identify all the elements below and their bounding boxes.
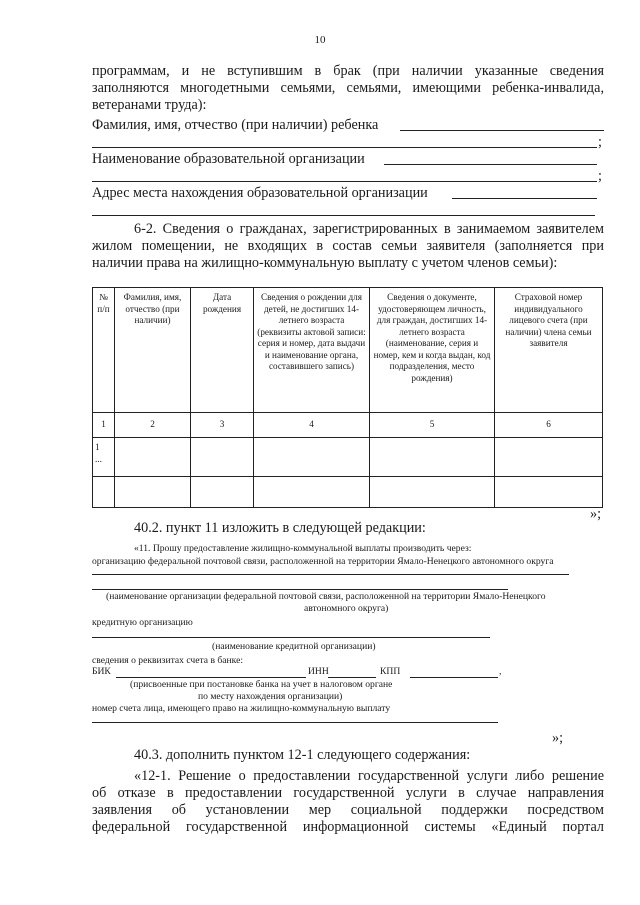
inn-label: ИНН — [308, 666, 329, 677]
row-1-cell[interactable] — [191, 438, 254, 477]
row-2-cell[interactable] — [370, 477, 495, 508]
col-number-6: 6 — [495, 413, 603, 438]
table-closing-quote: »; — [590, 506, 602, 522]
row-1-cell[interactable] — [495, 438, 603, 477]
org-name-line[interactable] — [384, 164, 597, 165]
p11-line-1: «11. Прошу предоставление жилищно-коммунальной выплаты производить через: — [134, 543, 472, 554]
credit-org-label: кредитную организацию — [92, 617, 193, 628]
col-number-2: 2 — [115, 413, 191, 438]
item-40-2: 40.2. пункт 11 изложить в следующей редакции: — [134, 520, 426, 536]
account-label: номер счета лица, имеющего право на жилищно-коммунальную выплату — [92, 703, 391, 714]
item-40-3: 40.3. дополнить пунктом 12-1 следующего содержания: — [134, 747, 471, 763]
org-address-line[interactable] — [452, 198, 597, 199]
header-number: № п/п — [93, 288, 115, 413]
members-table — [92, 287, 603, 508]
postal-org-line-2[interactable] — [92, 589, 508, 590]
row-1-cell[interactable] — [370, 438, 495, 477]
col-number-3: 3 — [191, 413, 254, 438]
hint-bank-1: (присвоенные при постановке банка на учет в налоговом органе — [130, 679, 393, 690]
intro-line-1: программам, и не вступившим в брак (при наличии указанные сведения — [92, 63, 604, 79]
kpp-label: КПП — [380, 666, 401, 677]
section-6-2-line-3: наличии права на жилищно-коммунальную выплату с учетом членов семьи): — [92, 255, 558, 271]
hint-bank-2: по месту нахождения организации) — [198, 691, 343, 702]
row-2-cell[interactable] — [93, 477, 115, 508]
header-snils: Страховой номер индивидуального лицевого счета (при наличии) члена семьи заявителя — [495, 288, 603, 413]
p12-1-line-1: «12-1. Решение о предоставлении государственной услуги либо решение — [134, 768, 604, 784]
bank-details-label: сведения о реквизитах счета в банке: — [92, 655, 244, 666]
p12-1-line-2: об отказе в предоставлении государственной услуги в случае направления — [92, 785, 604, 801]
kpp-field[interactable] — [410, 677, 498, 678]
hint-credit-org: (наименование кредитной организации) — [212, 641, 376, 652]
row-1-dots: ... — [95, 453, 102, 464]
credit-org-line[interactable] — [92, 637, 490, 638]
postal-org-line[interactable] — [92, 574, 569, 575]
p12-1-line-3: заявления об установлении мер социальной поддержки посредством — [92, 802, 604, 818]
semicolon-2: ; — [598, 168, 602, 184]
child-name-line[interactable] — [400, 130, 604, 131]
p12-1-line-4: федеральной государственной информационной системы «Единый портал — [92, 819, 604, 835]
child-name-line-2[interactable] — [92, 147, 597, 148]
section-6-2-line-2: жилом помещении, не входящих в состав семьи заявителя (заполняется при — [92, 238, 604, 254]
inn-field[interactable] — [328, 677, 376, 678]
account-line[interactable] — [92, 722, 498, 723]
row-1-number — [93, 438, 115, 477]
row-2-cell[interactable] — [191, 477, 254, 508]
comma: , — [499, 666, 502, 677]
header-id-document: Сведения о документе, удостоверяющем личность, для граждан, достигших 14-летнего возраста (наименование, серия и номер, кем и когда выдан, код подразделения, место рождения) — [370, 288, 495, 413]
col-number-1: 1 — [93, 413, 115, 438]
row-1-cell[interactable] — [115, 438, 191, 477]
hint-postal-org-2: автономного округа) — [304, 603, 389, 614]
header-birth-info: Сведения о рождении для детей, не достигших 14-летнего возраста (реквизиты актовой записи: серия и номер, дата выдачи и наименование органа, составившего запись) — [254, 288, 370, 413]
org-name-label: Наименование образовательной организации — [92, 151, 365, 167]
row-1-index: 1 — [95, 442, 100, 452]
row-2-cell[interactable] — [495, 477, 603, 508]
bik-field[interactable] — [116, 677, 306, 678]
header-birth-date: Дата рождения — [191, 288, 254, 413]
p11-closing-quote: »; — [552, 730, 564, 746]
hint-postal-org-1: (наименование организации федеральной почтовой связи, расположенной на территории Ямало-Ненецкого — [106, 591, 546, 602]
bik-label: БИК — [92, 666, 111, 677]
intro-line-3: ветеранами труда): — [92, 97, 207, 113]
org-name-line-2[interactable] — [92, 181, 597, 182]
page-number: 10 — [314, 34, 326, 46]
section-6-2-line-1: 6-2. Сведения о гражданах, зарегистрированных в занимаемом заявителем — [134, 221, 604, 237]
org-address-line-2[interactable] — [92, 215, 595, 216]
row-1-cell[interactable] — [254, 438, 370, 477]
row-2-cell[interactable] — [254, 477, 370, 508]
child-name-label: Фамилия, имя, отчество (при наличии) ребенка — [92, 117, 379, 133]
row-2-cell[interactable] — [115, 477, 191, 508]
intro-line-2: заполняются многодетными семьями, семьями, имеющими ребенка-инвалида, — [92, 80, 604, 96]
header-full-name: Фамилия, имя, отчество (при наличии) — [115, 288, 191, 413]
col-number-5: 5 — [370, 413, 495, 438]
col-number-4: 4 — [254, 413, 370, 438]
semicolon-1: ; — [598, 134, 602, 150]
org-address-label: Адрес места нахождения образовательной организации — [92, 185, 428, 201]
p11-line-2: организацию федеральной почтовой связи, расположенной на территории Ямало-Ненецкого автономного округа — [92, 556, 554, 567]
